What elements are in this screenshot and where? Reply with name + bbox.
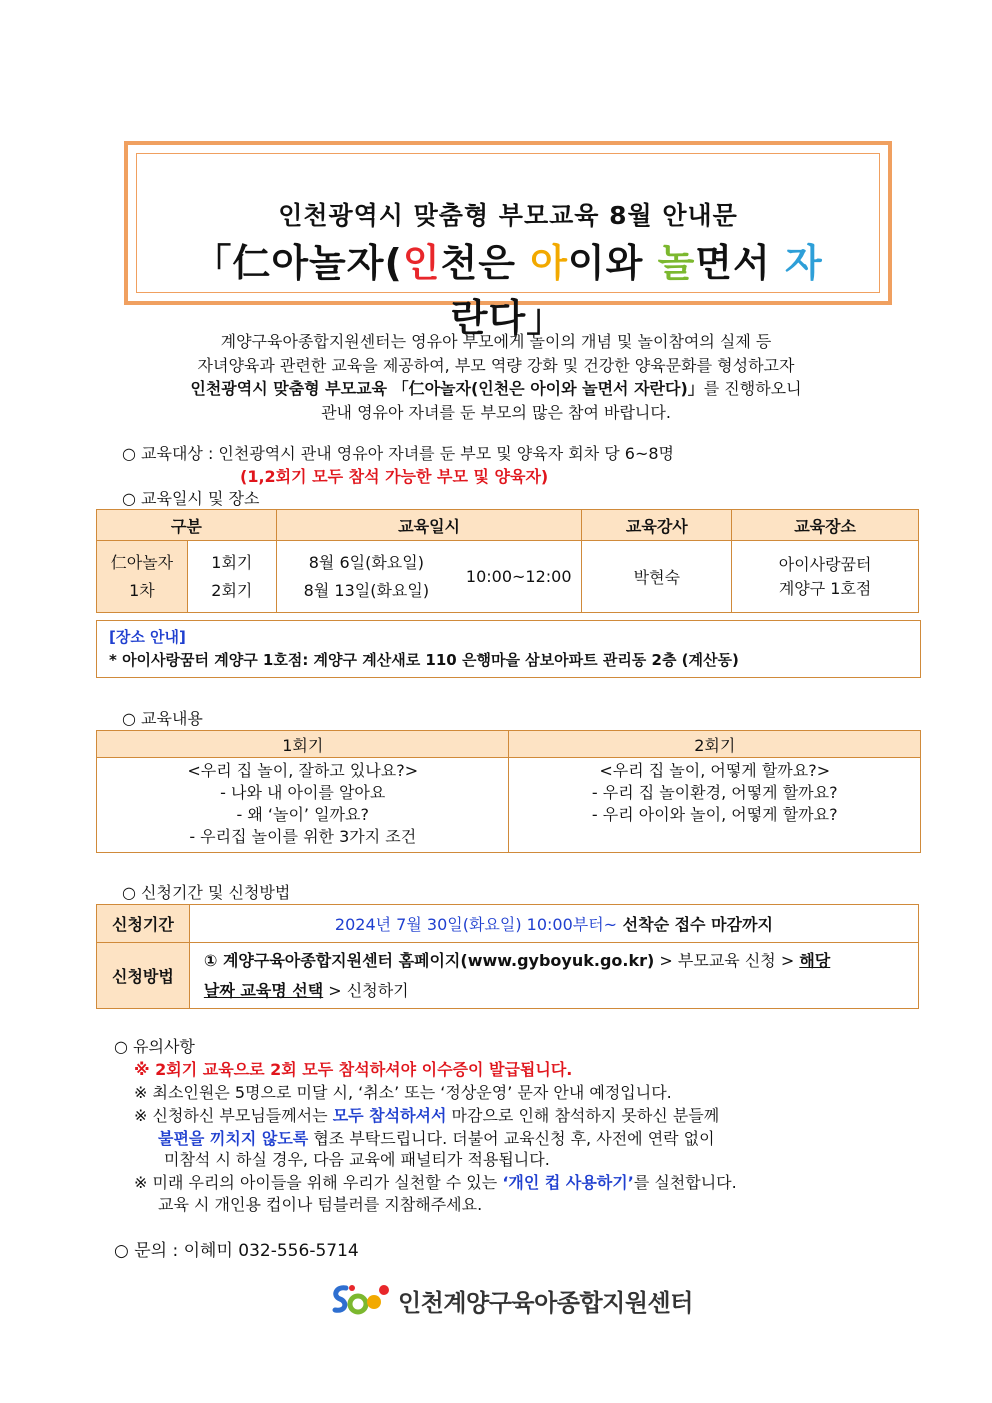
content-table: [96, 730, 921, 853]
schedule-label: ○ 교육일시 및 장소: [122, 489, 260, 508]
title-char-nol: 놀: [657, 241, 696, 285]
schedule-header-instructor: 교육강사: [582, 510, 732, 541]
schedule-header-datetime: 교육일시: [276, 510, 582, 541]
intro-line-1: 계양구육아종합지원센터는 영유아 부모에게 놀이의 개념 및 놀이참여의 실제 등: [220, 332, 772, 351]
session-1: 1회기: [211, 552, 253, 572]
schedule-table: [96, 509, 919, 613]
target-label: ○ 교육대상 : 인천광역시 관내 영유아 자녀를 둔 부모 및 양육자 회차 당 6~8명: [122, 444, 675, 463]
schedule-time: 10:00~12:00: [456, 541, 582, 613]
apply-method-line-1: [204, 946, 918, 976]
note-1: ※ 2회기 교육으로 2회 모두 참석하셔야 이수증이 발급됩니다.: [134, 1060, 573, 1079]
note-6-c: 를 실천합니다.: [633, 1173, 737, 1192]
place-line-2: 계양구 1호점: [778, 578, 872, 598]
session-1-item: - 나와 내 아이를 알아요: [220, 783, 386, 802]
title-inner-border: [136, 153, 880, 340]
title-box: [124, 141, 892, 340]
schedule-program: [97, 541, 188, 613]
title-part-myeonseo: 면서: [695, 241, 785, 285]
apply-period-label: 신청기간: [97, 905, 190, 943]
target-note: (1,2회기 모두 참석 가능한 부모 및 양육자): [240, 467, 549, 486]
title-char-ja: 자: [784, 241, 823, 285]
title-part-cheon: 천은: [440, 241, 531, 285]
schedule-header-place: 교육장소: [732, 510, 919, 541]
schedule-place: [732, 541, 919, 613]
intro-program-name: 인천광역시 맞춤형 부모교육 「仁아놀자(인천은 아이와 놀면서 자란다)」: [190, 379, 704, 398]
apply-table: [96, 904, 919, 1009]
note-3: [134, 1103, 719, 1126]
session-2-item: - 우리 아이와 놀이, 어떻게 할까요?: [591, 805, 838, 824]
note-7: 교육 시 개인용 컵이나 텀블러를 지참해주세요.: [158, 1195, 483, 1214]
page-subtitle: 인천광역시 맞춤형 부모교육 8월 안내문: [278, 201, 738, 230]
program-name: 仁아놀자: [110, 552, 174, 572]
footer-logo-text: 인천계양구육아종합지원센터: [398, 1288, 693, 1317]
apply-label: ○ 신청기간 및 신청방법: [122, 883, 291, 902]
place-notice-title: [장소 안내]: [109, 628, 186, 646]
content-session-1: [97, 758, 509, 853]
apply-period-value: [189, 905, 918, 943]
note-2: ※ 최소인원은 5명으로 미달 시, ‘취소’ 또는 ‘정상운영’ 문자 안내 예정입니다.: [134, 1083, 672, 1102]
note-4-b: 협조 부탁드립니다. 더불어 교육신청 후, 사전에 연락 없이: [308, 1129, 715, 1148]
schedule-sessions: [187, 541, 276, 613]
date-1: 8월 6일(화요일): [308, 552, 424, 572]
session-2-title: <우리 집 놀이, 어떻게 할까요?>: [599, 761, 831, 780]
place-line-1: 아이사랑꿈터: [778, 554, 872, 574]
session-1-item: - 왜 ‘놀이’ 일까요?: [236, 805, 369, 824]
content-label: ○ 교육내용: [122, 709, 203, 728]
apply-method-line-2: [204, 976, 918, 1006]
intro-line-4: 관내 영유아 자녀를 둔 부모의 많은 참여 바랍니다.: [321, 402, 671, 422]
session-2: 2회기: [211, 580, 253, 600]
intro-paragraph: [100, 330, 892, 424]
content-session-2: [509, 758, 921, 853]
session-1-title: <우리 집 놀이, 잘하고 있나요?>: [187, 761, 419, 780]
program-round: 1차: [129, 580, 155, 600]
intro-line-3: [100, 377, 892, 401]
apply-period-start: 2024년 7월 30일(화요일) 10:00부터~: [334, 915, 618, 934]
note-3-a: ※ 신청하신 부모님들께서는: [134, 1106, 333, 1125]
apply-method-value: [189, 943, 918, 1009]
page-title: [137, 232, 879, 342]
note-3-highlight: 모두 참석하셔서: [332, 1106, 447, 1125]
place-notice: [96, 620, 921, 678]
note-6: [134, 1170, 737, 1193]
note-3-c: 마감으로 인해 참석하지 못하신 분들께: [446, 1106, 720, 1125]
intro-line-3-rest: 를 진행하오니: [703, 379, 802, 398]
title-prefix: 「仁아놀자(: [193, 241, 403, 285]
notes-label: ○ 유의사항: [114, 1037, 195, 1056]
apply-period-end: 선착순 접수 마감까지: [617, 915, 773, 934]
date-2: 8월 13일(화요일): [303, 580, 430, 600]
title-char-a: 아: [530, 241, 568, 285]
apply-method-label: 신청방법: [97, 943, 190, 1009]
intro-line-2: 자녀양육과 관련한 교육을 제공하여, 부모 역량 강화 및 건강한 양육문화를 형성하고자: [197, 355, 795, 375]
title-part-iwa: 이와: [567, 241, 658, 285]
content-header-session-1: 1회기: [97, 731, 509, 758]
center-logo-icon: [330, 1282, 390, 1318]
apply-method-select-1: 해당: [799, 950, 831, 970]
session-2-item: - 우리 집 놀이환경, 어떻게 할까요?: [591, 783, 838, 802]
content-header-session-2: 2회기: [509, 731, 921, 758]
title-part-randa: 란다」: [450, 296, 566, 340]
title-char-in: 인: [402, 241, 441, 285]
apply-method-final: > 신청하기: [323, 980, 409, 1000]
apply-method-path: > 부모교육 신청 >: [654, 950, 800, 970]
contact-info: ○ 문의 : 이혜미 032-556-5714: [114, 1241, 359, 1261]
schedule-dates: [276, 541, 456, 613]
footer-logo: [330, 1280, 693, 1320]
note-5: 미참석 시 하실 경우, 다음 교육에 패널티가 적용됩니다.: [164, 1150, 550, 1169]
place-notice-body: * 아이사랑꿈터 계양구 1호점: 계양구 계산새로 110 은행마을 삼보아파트 관리동 2층 (계산동): [109, 651, 739, 669]
session-1-item: - 우리집 놀이를 위한 3가지 조건: [189, 827, 417, 846]
note-6-highlight: ‘개인 컵 사용하기’: [502, 1173, 634, 1192]
note-4-highlight: 불편을 끼치지 않도록: [158, 1129, 309, 1148]
apply-homepage-link[interactable]: ① 계양구육아종합지원센터 홈페이지(www.gyboyuk.go.kr): [203, 950, 655, 970]
schedule-instructor: 박현숙: [582, 541, 732, 613]
note-4: [158, 1126, 715, 1149]
note-6-a: ※ 미래 우리의 아이들을 위해 우리가 실천할 수 있는: [134, 1173, 503, 1192]
apply-method-select-2: 날짜 교육명 선택: [203, 980, 324, 1000]
schedule-header-category: 구분: [97, 510, 277, 541]
